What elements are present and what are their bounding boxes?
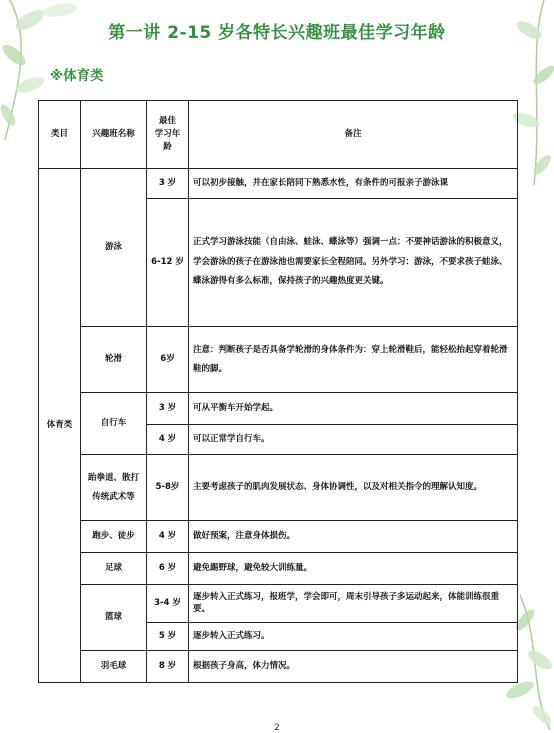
note-cell: 可从平衡车开始学起。 [189,393,518,425]
age-cell: 3 岁 [147,169,189,199]
table-row [39,521,518,553]
header-note: 备注 [189,101,518,169]
class-name-cell: 游泳 [81,169,147,327]
interest-class-table [38,100,518,683]
age-cell: 6 岁 [147,553,189,585]
class-name-cell: 自行车 [81,393,147,455]
age-cell: 8 岁 [147,651,189,683]
note-cell: 逐步转入正式练习。 [189,623,518,651]
age-cell: 4 岁 [147,425,189,455]
class-name-cell: 轮滑 [81,327,147,393]
header-best-age: 最佳 学习年龄 [147,101,189,169]
note-cell: 注意：判断孩子是否具备学轮滑的身体条件为：穿上轮滑鞋后，能轻松抬起穿着轮滑鞋的脚。 [189,327,518,393]
class-name-cell: 足球 [81,553,147,585]
age-cell: 4 岁 [147,521,189,553]
page-title: 第一讲 2-15 岁各特长兴趣班最佳学习年龄 [108,23,446,43]
section-heading: ※体育类 [50,68,104,84]
class-name-cell: 跆拳道、散打 传统武术等 [81,455,147,521]
header-category: 类目 [39,101,81,169]
note-cell: 避免踢野球，避免较大训练量。 [189,553,518,585]
header-class-name: 兴趣班名称 [81,101,147,169]
note-cell: 根据孩子身高，体力情况。 [189,651,518,683]
note-cell: 做好预案，注意身体损伤。 [189,521,518,553]
table-row [39,553,518,585]
age-cell: 6岁 [147,327,189,393]
table-row [39,585,518,623]
note-cell: 主要考虑孩子的肌肉发展状态、身体协调性，以及对相关指令的理解认知度。 [189,455,518,521]
table-row [39,651,518,683]
age-cell: 3-4 岁 [147,585,189,623]
age-cell: 3 岁 [147,393,189,425]
table-row [39,169,518,199]
note-cell: 逐步转入正式练习，报班学，学会即可，周末引导孩子多运动起来，体能训练很重要。 [189,585,518,623]
class-name-cell: 羽毛球 [81,651,147,683]
age-cell: 5 岁 [147,623,189,651]
table-header-row [39,101,518,169]
class-name-cell: 篮球 [81,585,147,651]
table-row [39,327,518,393]
note-cell: 正式学习游泳技能（自由泳、蛙泳、蝶泳等）强调一点：不要神话游泳的积极意义，学会游泳的孩子在游泳池也需要家长全程陪同。另外学习：游泳，不要求孩子蛙泳、蝶泳游得有多么标准，保持孩子的兴趣热度更关键。 [189,199,518,327]
age-cell: 6-12 岁 [147,199,189,327]
table-row [39,455,518,521]
table-row [39,393,518,425]
age-cell: 5-8岁 [147,455,189,521]
page-number: 2 [274,723,280,733]
class-name-cell: 跑步、徒步 [81,521,147,553]
note-cell: 可以正常学自行车。 [189,425,518,455]
category-cell: 体育类 [39,169,81,683]
note-cell: 可以初步接触，并在家长陪同下熟悉水性，有条件的可报亲子游泳课 [189,169,518,199]
